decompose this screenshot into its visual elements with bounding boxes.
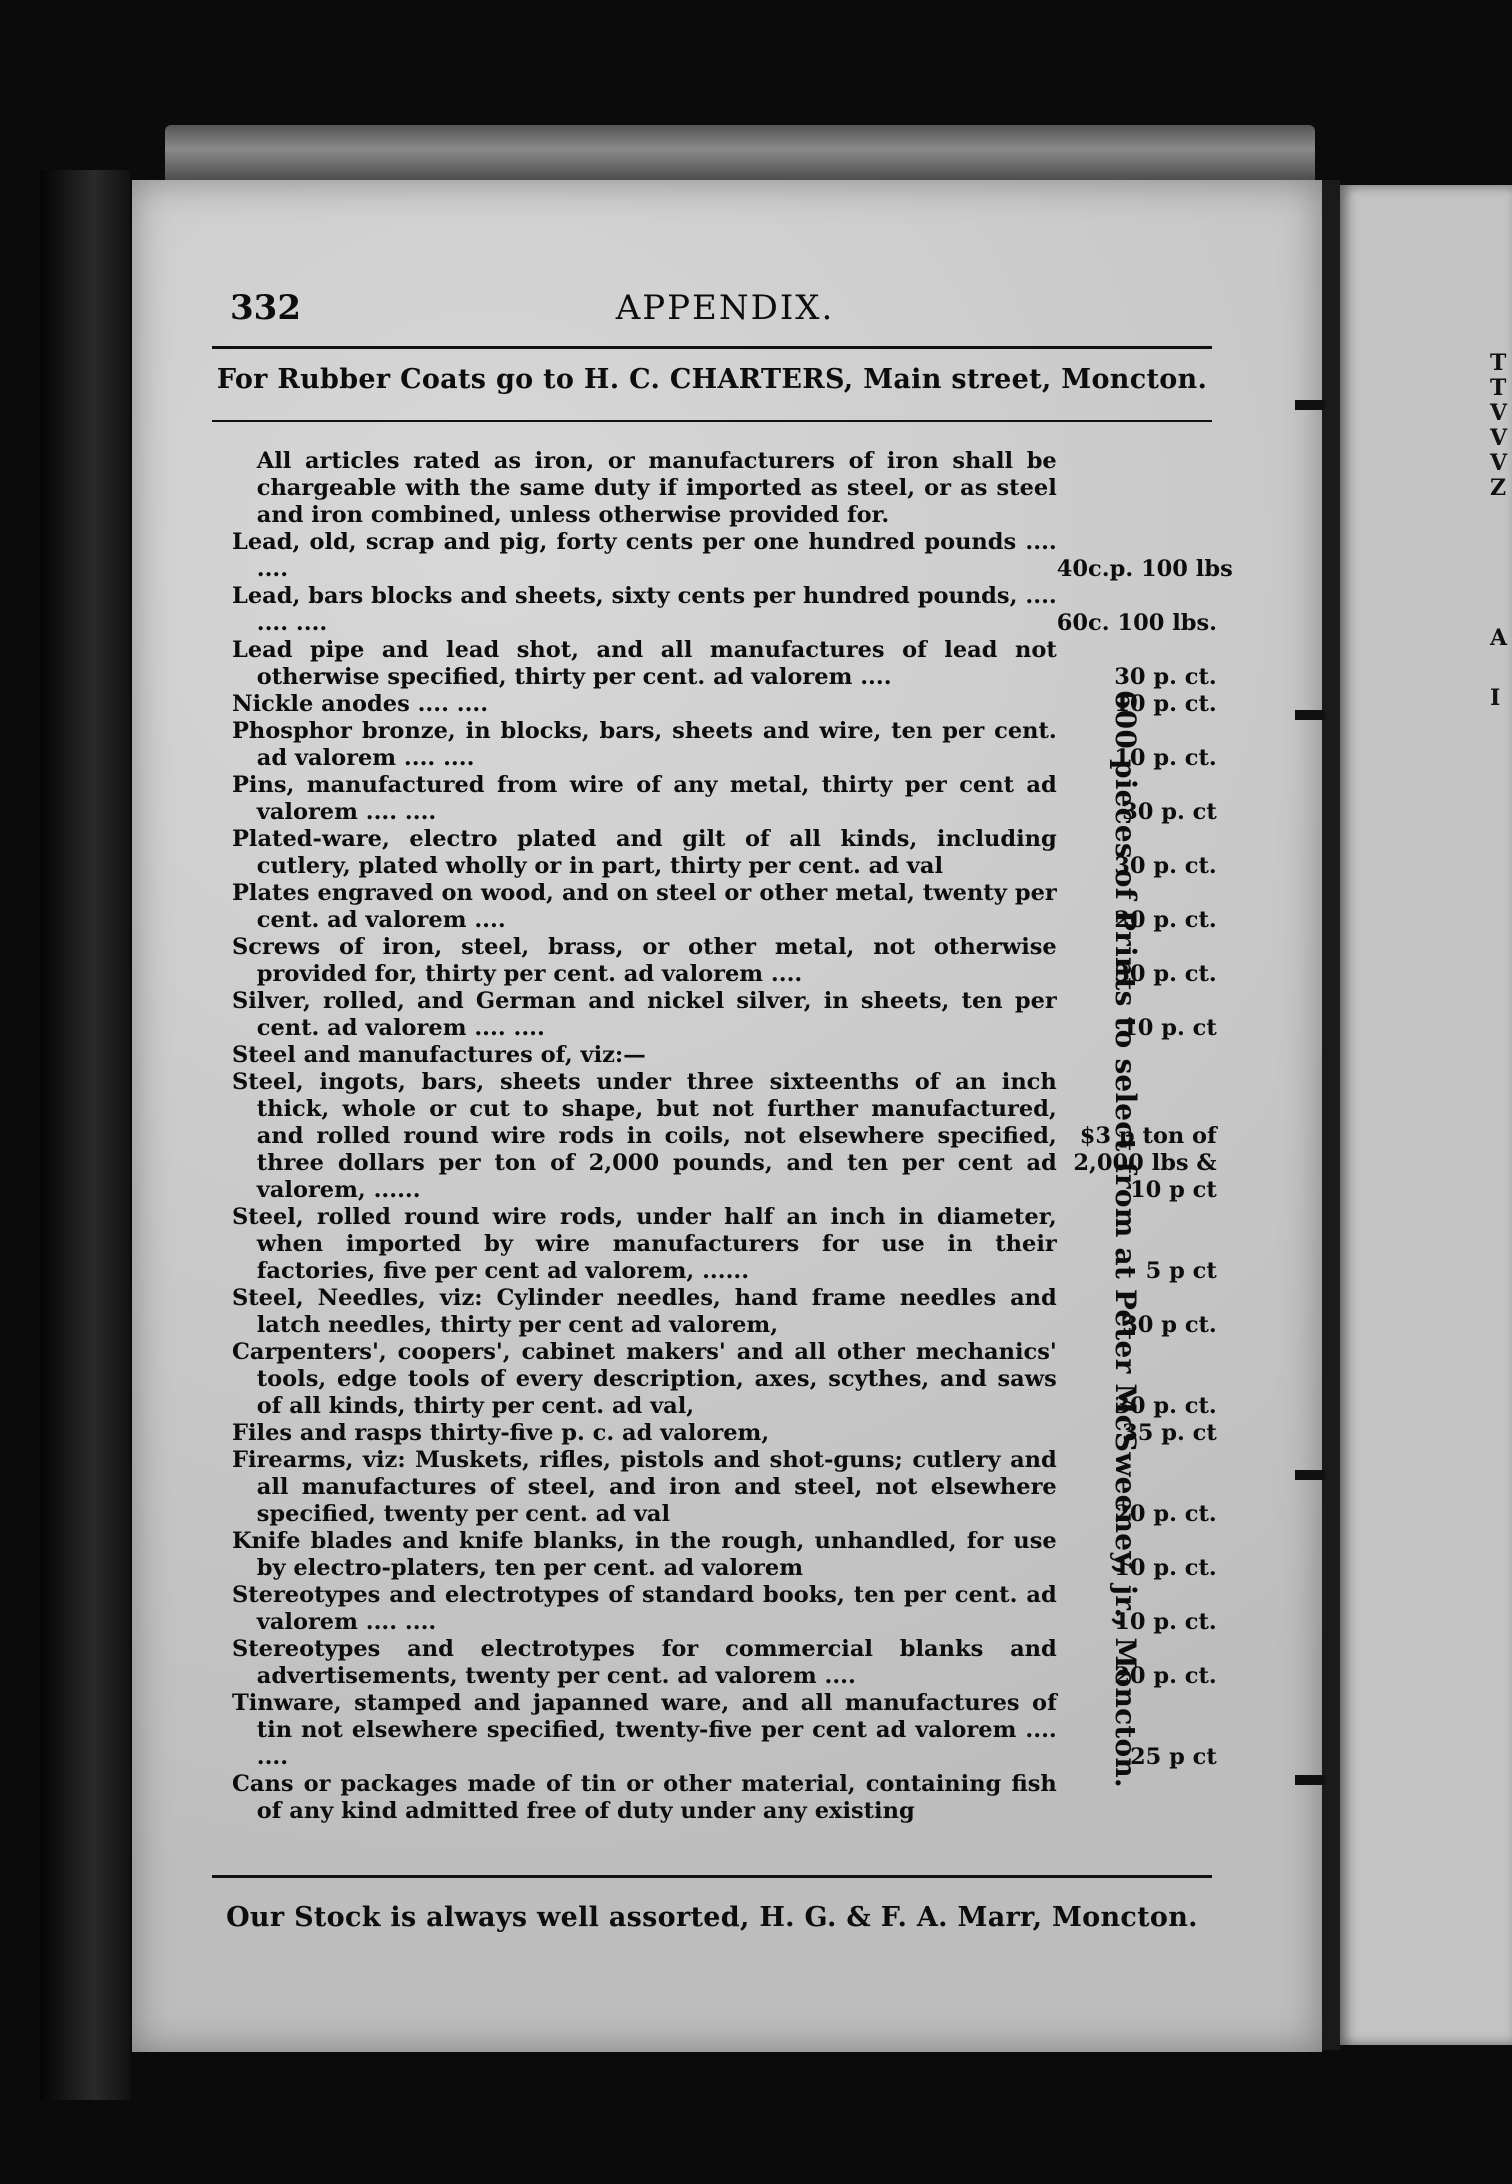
entry-text: Steel, rolled round wire rods, under half an inch in diameter, when imported by wire manufacturers for use in their factories, five per cent ad valorem, ...... bbox=[232, 1204, 1057, 1284]
binding-stitch bbox=[1295, 1470, 1325, 1480]
tariff-entry bbox=[232, 1582, 1232, 1636]
entry-rate: $3 p ton of 2,000 lbs & 10 p ct bbox=[1073, 1123, 1217, 1203]
entry-rate: 10 p. ct. bbox=[1114, 745, 1217, 771]
binding-stitch bbox=[1295, 710, 1325, 720]
advert-top-rule bbox=[212, 420, 1212, 422]
next-page-letter: T bbox=[1490, 375, 1507, 401]
tariff-entry bbox=[232, 934, 1232, 988]
entry-text: Nickle anodes .... .... bbox=[232, 691, 489, 717]
page-binding bbox=[1322, 180, 1340, 2050]
tariff-entry bbox=[232, 448, 1232, 529]
entry-text: Cans or packages made of tin or other material, containing fish of any kind admitted free of duty under any existing bbox=[232, 1771, 1057, 1824]
entry-rate: 30 p. ct. bbox=[1114, 961, 1217, 987]
book-spine-shadow bbox=[40, 170, 130, 2100]
entry-rate: 10 p. ct. bbox=[1114, 1609, 1217, 1635]
next-page-letter: Z bbox=[1490, 475, 1507, 501]
entry-rate: 20 p. ct. bbox=[1114, 1663, 1217, 1689]
page-number: 332 bbox=[230, 288, 301, 328]
binding-stitch bbox=[1295, 1775, 1325, 1785]
entry-text: Pins, manufactured from wire of any metal, thirty per cent ad valorem .... .... bbox=[232, 772, 1057, 825]
tariff-entry bbox=[232, 1420, 1232, 1447]
entry-text: Tinware, stamped and japanned ware, and all manufactures of tin not elsewhere specified, twenty-five per cent ad valorem .... .... bbox=[232, 1690, 1057, 1770]
entry-rate: 30 p ct. bbox=[1122, 1312, 1217, 1338]
entry-text: Stereotypes and electrotypes for commercial blanks and advertisements, twenty per cent. ad valorem .... bbox=[232, 1636, 1057, 1689]
binding-stitch bbox=[1295, 400, 1325, 410]
entry-text: Firearms, viz: Muskets, rifles, pistols and shot-guns; cutlery and all manufactures of steel, and iron and steel, not elsewhere specified, twenty per cent. ad val bbox=[232, 1447, 1057, 1527]
tariff-entry bbox=[232, 718, 1232, 772]
entry-text: Plated-ware, electro plated and gilt of all kinds, including cutlery, plated wholly or in part, thirty per cent. ad val bbox=[232, 826, 1057, 879]
entry-text: Steel, Needles, viz: Cylinder needles, hand frame needles and latch needles, thirty per cent ad valorem, bbox=[232, 1285, 1057, 1338]
tariff-entry bbox=[232, 691, 1232, 718]
entry-rate: 10 p. ct. bbox=[1114, 1555, 1217, 1581]
next-page-letter: T bbox=[1490, 350, 1507, 376]
tariff-entry bbox=[232, 637, 1232, 691]
tariff-entry bbox=[232, 1339, 1232, 1420]
book-page bbox=[132, 180, 1322, 2052]
entry-text: Knife blades and knife blanks, in the rough, unhandled, for use by electro-platers, ten per cent. ad valorem bbox=[232, 1528, 1057, 1581]
tariff-entry bbox=[232, 826, 1232, 880]
entry-text: Steel, ingots, bars, sheets under three sixteenths of an inch thick, whole or cut to shape, but not further manufactured, and rolled round wire rods in coils, not elsewhere specified, three dollars per ton of 2,000 pounds, and ten per cent ad valorem, ...... bbox=[232, 1069, 1057, 1203]
entry-text: Lead pipe and lead shot, and all manufactures of lead not otherwise specified, thirty per cent. ad valorem .... bbox=[232, 637, 1057, 690]
entry-rate: 10 p. ct. bbox=[1114, 691, 1217, 717]
advert-top: For Rubber Coats go to H. C. CHARTERS, Main street, Moncton. bbox=[216, 364, 1208, 395]
entry-text: Lead, bars blocks and sheets, sixty cents per hundred pounds, .... .... .... bbox=[232, 583, 1057, 636]
entry-text: Lead, old, scrap and pig, forty cents per one hundred pounds .... .... bbox=[232, 529, 1057, 582]
advert-side: 600 pieces of Prints to select from at Peter McSweeney, jr., Moncton. bbox=[1109, 690, 1142, 1788]
page-edge-stack bbox=[165, 125, 1315, 185]
entry-rate: 30 p. ct. bbox=[1114, 1393, 1217, 1419]
entry-rate: 35 p. ct bbox=[1122, 1420, 1217, 1446]
tariff-entry bbox=[232, 583, 1232, 637]
next-page-letter: V bbox=[1490, 450, 1508, 476]
entry-rate: 30 p. ct bbox=[1122, 799, 1217, 825]
tariff-entry bbox=[232, 1069, 1232, 1204]
entry-text: Stereotypes and electrotypes of standard books, ten per cent. ad valorem .... .... bbox=[232, 1582, 1057, 1635]
next-page-letter: I bbox=[1490, 685, 1501, 711]
entry-text: All articles rated as iron, or manufacturers of iron shall be chargeable with the same duty if imported as steel, or as steel and iron combined, unless otherwise provided for. bbox=[256, 448, 1057, 528]
tariff-entry bbox=[232, 529, 1232, 583]
top-rule bbox=[212, 346, 1212, 349]
tariff-entry bbox=[232, 1771, 1232, 1825]
tariff-entry bbox=[232, 1204, 1232, 1285]
tariff-entry bbox=[232, 1690, 1232, 1771]
entry-rate: 25 p ct bbox=[1129, 1744, 1217, 1770]
next-page-letter: V bbox=[1490, 400, 1508, 426]
tariff-entries bbox=[232, 448, 1232, 1825]
tariff-entry bbox=[232, 988, 1232, 1042]
tariff-entry bbox=[232, 1042, 1232, 1069]
tariff-entry bbox=[232, 1528, 1232, 1582]
entry-text: Steel and manufactures of, viz:— bbox=[232, 1042, 646, 1068]
entry-rate: 20 p. ct. bbox=[1114, 907, 1217, 933]
tariff-entry bbox=[232, 1447, 1232, 1528]
tariff-entry bbox=[232, 1636, 1232, 1690]
tariff-entry bbox=[232, 1285, 1232, 1339]
entry-rate: 30 p. ct. bbox=[1114, 853, 1217, 879]
entry-rate: 40c.p. 100 lbs bbox=[1056, 556, 1233, 582]
entry-rate: 30 p. ct. bbox=[1114, 664, 1217, 690]
running-title: APPENDIX. bbox=[615, 288, 835, 328]
entry-rate: 60c. 100 lbs. bbox=[1056, 610, 1218, 636]
entry-text: Silver, rolled, and German and nickel silver, in sheets, ten per cent. ad valorem .... .... bbox=[232, 988, 1057, 1041]
bottom-rule bbox=[212, 1875, 1212, 1878]
entry-text: Phosphor bronze, in blocks, bars, sheets and wire, ten per cent. ad valorem .... .... bbox=[232, 718, 1057, 771]
entry-text: Carpenters', coopers', cabinet makers' and all other mechanics' tools, edge tools of every description, axes, scythes, and saws of all kinds, thirty per cent. ad val, bbox=[232, 1339, 1057, 1419]
entry-rate: 20 p. ct. bbox=[1114, 1501, 1217, 1527]
entry-text: Files and rasps thirty-five p. c. ad valorem, bbox=[232, 1420, 770, 1446]
advert-bottom: Our Stock is always well assorted, H. G. & F. A. Marr, Moncton. bbox=[226, 1902, 1198, 1933]
next-page-letter: A bbox=[1490, 625, 1508, 651]
entry-text: Screws of iron, steel, brass, or other metal, not otherwise provided for, thirty per cent. ad valorem .... bbox=[232, 934, 1057, 987]
next-page-edge bbox=[1340, 185, 1512, 2045]
entry-text: Plates engraved on wood, and on steel or other metal, twenty per cent. ad valorem .... bbox=[232, 880, 1057, 933]
entry-rate: 10 p. ct bbox=[1122, 1015, 1217, 1041]
tariff-entry bbox=[232, 772, 1232, 826]
tariff-entry bbox=[232, 880, 1232, 934]
entry-rate: 5 p ct bbox=[1145, 1258, 1217, 1284]
page-header bbox=[230, 288, 1220, 338]
next-page-letter: V bbox=[1490, 425, 1508, 451]
